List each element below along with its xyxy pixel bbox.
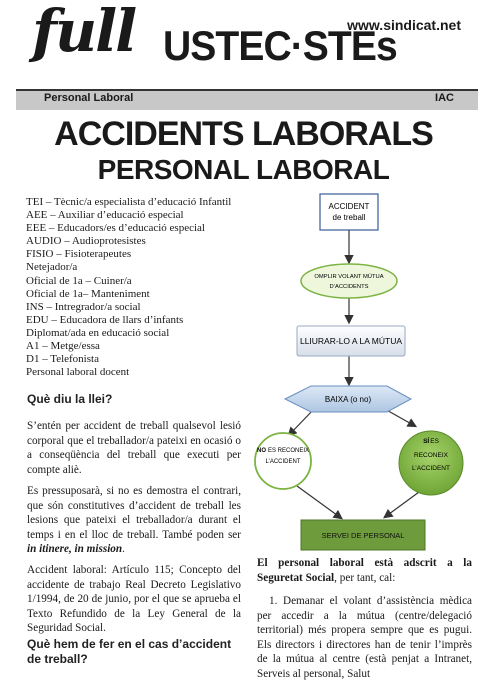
flow-no-line2: L’ACCIDENT (265, 459, 301, 465)
section-heading-law: Què diu la llei? (27, 392, 113, 406)
section-label: Personal Laboral (44, 92, 134, 104)
right-intro (257, 556, 472, 585)
list-item: Diplomat/ada en educació social (26, 326, 170, 339)
flow-step-fill-form-line2: D’ACCIDENTS (329, 284, 369, 290)
flow-decision-label: BAIXA (o no) (324, 395, 372, 404)
flow-no-word: NO (256, 448, 266, 454)
section-heading-what-to-do: Què hem de fer en el cas d’accident de treball? (27, 637, 232, 666)
website-url[interactable]: www.sindicat.net (347, 17, 461, 33)
flow-no-line1 (257, 448, 309, 454)
list-item: FISIO – Fisioterapeutes (26, 248, 132, 261)
list-item: Personal laboral docent (26, 366, 130, 379)
list-item: Oficial de 1a – Cuiner/a (26, 274, 132, 287)
law-paragraph-2-emphasis: in itinere, in mission (27, 543, 123, 555)
list-item: EDU – Educadora de llars d’infants (26, 313, 184, 326)
connector-arrow (385, 492, 419, 517)
law-paragraph-2-text: Es pressuposarà, si no es demostra el contrari, que són constitutives d’accident de treball les lesions que pateixi el treballador/a durant el temps i en el lloc de treball. També poden ser (27, 485, 241, 541)
masthead-ustec-logo: USTEC·STEs (163, 22, 397, 69)
law-paragraph-2-end: . (122, 543, 125, 555)
right-intro-bold: El personal laboral està adscrit a la Seguretat Social (257, 557, 472, 584)
flow-step-deliver-label: LLIURAR-LO A LA MÚTUA (299, 336, 403, 346)
list-item: Netejador/a (26, 261, 78, 274)
flow-step-accident (320, 194, 378, 230)
section-code: IAC (435, 92, 454, 104)
list-item: Oficial de 1a– Manteniment (26, 287, 150, 300)
list-item: TEI – Tècnic/a especialista d’educació Infantil (26, 196, 232, 208)
flow-step-fill-form-line1: OMPLIR VOLANT MÚTUA (314, 274, 384, 280)
flow-yes-line1 (423, 436, 439, 445)
flow-step-accident-line1: ACCIDENT (328, 202, 370, 211)
law-paragraph-1: S’entén per accident de treball qualsevol lesió corporal que el treballador/a pateixi en ocasió o a conseqüència del treball que executi per compte aliè. (27, 420, 241, 476)
flow-step-fill-form (301, 264, 397, 298)
list-item: EEE – Educadors/es d’educació especial (26, 222, 205, 235)
flow-no-rest: ES RECONEIX (267, 448, 310, 454)
list-item: A1 – Metge/essa (26, 340, 100, 353)
flow-yes-es: ES (430, 438, 439, 445)
law-paragraph-3: Accident laboral: Artículo 115; Concepto del accidente de trabajo Real Decreto Legislativo 1/1994, de 20 de junio, por el que se aprueba el Texto Refundido de la Ley General de la Seguridad Social. (27, 564, 241, 634)
connector-arrow (297, 486, 341, 518)
flow-yes-line2: RECONEIX (414, 452, 448, 459)
category-list (26, 196, 256, 379)
flow-yes-line3: L’ACCIDENT (412, 465, 450, 472)
flow-yes-word: SÍ (423, 438, 430, 445)
list-item: AUDIO – Audioprotesistes (26, 235, 146, 248)
right-item-1: 1. Demanar el volant d’assistència mèdica per accedir a la mútua (centre/delegació territorial) més propera sempre que es pugui. Els directors i directores han de tenir l’imprès de la mútua al centre (està penjat a Intranet, Serveis al personal, Salut (257, 595, 472, 680)
list-item: AEE – Auxiliar d’educació especial (26, 209, 184, 222)
flow-step-staff-service-label: SERVEI DE PERSONAL (321, 531, 405, 540)
right-intro-rest: , per tant, cal: (334, 571, 396, 584)
page-subtitle: PERSONAL LABORAL (97, 154, 390, 185)
masthead-full-logo: full (32, 0, 136, 65)
flow-step-accident-line2: de treball (332, 213, 366, 222)
page-title: ACCIDENTS LABORALS (54, 115, 433, 153)
list-item: INS – Intregrador/a social (26, 300, 141, 313)
flowchart-diagram (245, 180, 485, 560)
list-item: D1 – Telefonista (26, 353, 99, 366)
law-paragraph-2 (27, 484, 241, 557)
